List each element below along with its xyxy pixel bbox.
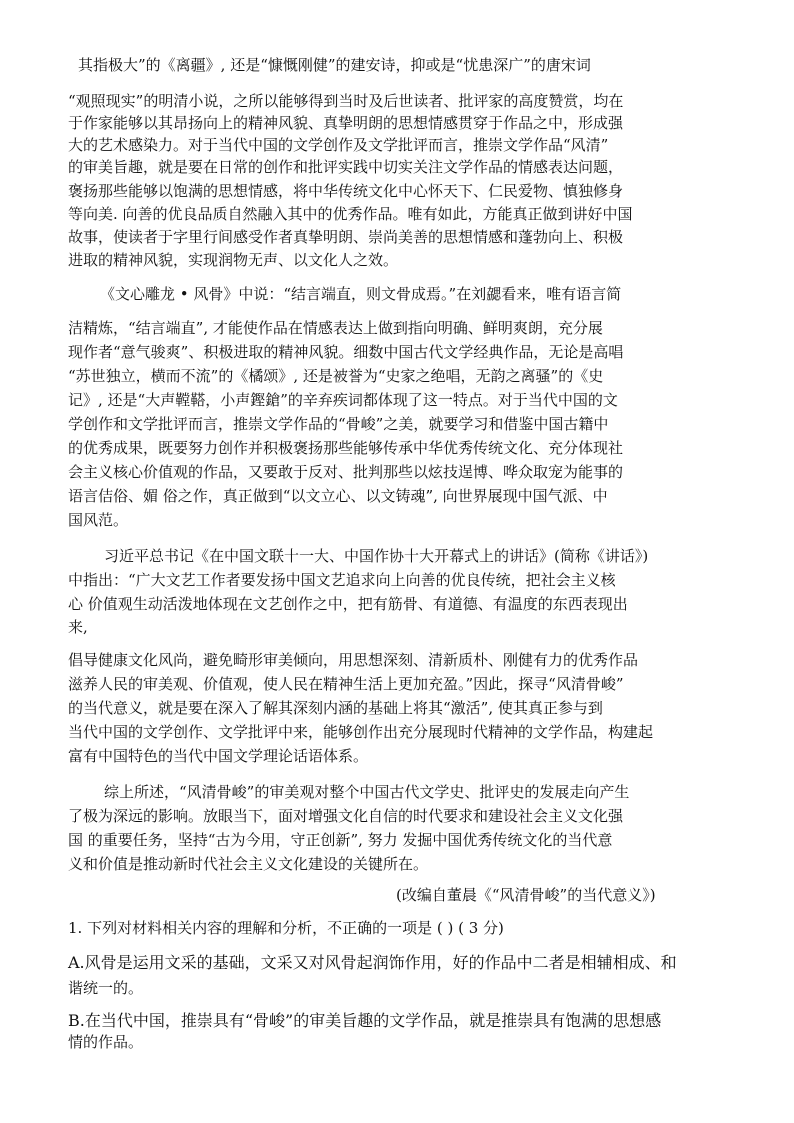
text-line: 《文心雕龙 • 风骨》中说：“结言端直，则文骨成焉。”在刘勰看来，唯有语言简 <box>100 285 622 303</box>
text-line: 心 价值观生动活泼地体现在文艺创作之中，把有筋骨、有道德、有温度的东西表现出 <box>68 595 628 613</box>
text-line: 国风范。 <box>68 511 129 529</box>
text-line: 富有中国特色的当代中国文学理论话语体系。 <box>68 747 369 765</box>
text-line: “苏世独立，横而不流”的《橘颂》, 还是被誉为“史家之绝唱，无韵之离骚”的《史 <box>68 367 604 385</box>
text-line: 倡导健康文化风尚，避免畸形审美倾向，用思想深刻、清新质朴、刚健有力的优秀作品 <box>68 651 639 669</box>
text-line: 的优秀成果，既要努力创作并积极褒扬那些能够传承中华优秀传统文化、充分体现社 <box>68 439 624 457</box>
text-line: 综上所述，“风清骨峻”的审美观对整个中国古代文学史、批评史的发展走向产生 <box>104 783 630 801</box>
text-line: 语言佶俗、媚 俗之作，真正做到“以文立心、以文铸魂”, 向世界展现中国气派、中 <box>68 487 608 505</box>
text-line: 洁精炼，“结言端直”, 才能使作品在情感表达上做到指向明确、鲜明爽朗，充分展 <box>68 319 603 337</box>
text-line: 中指出：“广大文艺工作者要发扬中国文艺追求向上向善的优良传统，把社会主义核 <box>68 571 616 589</box>
text-line: “观照现实”的明清小说，之所以能够得到当时及后世读者、批评家的高度赞赏，均在 <box>68 92 624 110</box>
text-line: 当代中国的文学创作、文学批评中来，能够创作出充分展现时代精神的文学作品，构建起 <box>68 723 654 741</box>
text-line: 学创作和文学批评而言，推崇文学作品的“骨峻”之美，就要学习和借鉴中国古籍中 <box>68 415 609 433</box>
option-a: A.风骨是运用文采的基础，文采又对风骨起润饰作用，好的作品中二者是相辅相成、和 <box>68 953 677 972</box>
text-line: 进取的精神风貌，实现润物无声、以文化人之效。 <box>68 251 399 269</box>
text-line: 会主义核心价值观的作品，又要敢于反对、批判那些以炫技逞博、哗众取宠为能事的 <box>68 463 624 481</box>
text-line: 义和价值是推动新时代社会主义文化建设的关键所在。 <box>68 855 429 873</box>
text-line: 大的艺术感染力。对于当代中国的文学创作及文学批评而言，推崇文学作品“风清” <box>68 136 609 154</box>
text-line: 于作家能够以其昂扬向上的精神风貌、真挚明朗的思想情感贯穿于作品之中，形成强 <box>68 114 624 132</box>
text-line: 现作者“意气骏爽”、积极进取的精神风貌。细数中国古代文学经典作品，无论是高唱 <box>68 343 624 361</box>
question-stem: 1. 下列对材料相关内容的理解和分析，不正确的一项是 ( ) ( 3 分) <box>68 919 504 937</box>
text-line: 的审美旨趣，就是要在日常的创作和批评实践中切实关注文学作品的情感表达问题， <box>68 158 624 176</box>
text-line: 滋养人民的审美观、价值观，使人民在精神生活上更加充盈。”因此，探寻“风清骨峻” <box>68 675 624 693</box>
text-line: 其指极大”的《离疆》, 还是“慷慨刚健”的建安诗，抑或是“忧患深广”的唐宋词 <box>78 56 591 74</box>
text-line: 了极为深远的影响。放眼当下，面对增强文化自信的时代要求和建设社会主义文化强 <box>68 807 624 825</box>
text-line: 褒扬那些能够以饱满的思想情感，将中华传统文化中心怀天下、仁民爱物、慎独修身 <box>68 182 624 200</box>
source-citation: (改编自董晨《“风清骨峻”的当代意义》) <box>396 886 656 904</box>
text-line: 等向美. 向善的优良品质自然融入其中的优秀作品。唯有如此，方能真正做到讲好中国 <box>68 205 633 223</box>
option-b-continued: 情的作品。 <box>68 1033 144 1051</box>
text-line: 国 的重要任务，坚持“古为今用，守正创新”, 努力 发掘中国优秀传统文化的当代意 <box>68 831 613 849</box>
option-a-continued: 谐统一的。 <box>68 979 144 997</box>
text-line: 来, <box>68 618 88 636</box>
text-line: 记》, 还是“大声鞺鞳，小声鏗鎗”的辛弃疾词都体现了这一特点。对于当代中国的文 <box>68 391 618 409</box>
text-line: 故事，使读者于字里行间感受作者真挚明朗、崇尚美善的思想情感和蓬勃向上、积极 <box>68 228 624 246</box>
text-line: 的当代意义，就是要在深入了解其深刻内涵的基础上将其“激活”, 使其真正参与到 <box>68 699 603 717</box>
option-b: B.在当代中国，推崇具有“骨峻”的审美旨趣的文学作品，就是推崇具有饱满的思想感 <box>68 1011 662 1030</box>
text-line: 习近平总书记《在中国文联十一大、中国作协十大开幕式上的讲话》(简称《讲话》) <box>104 547 649 565</box>
